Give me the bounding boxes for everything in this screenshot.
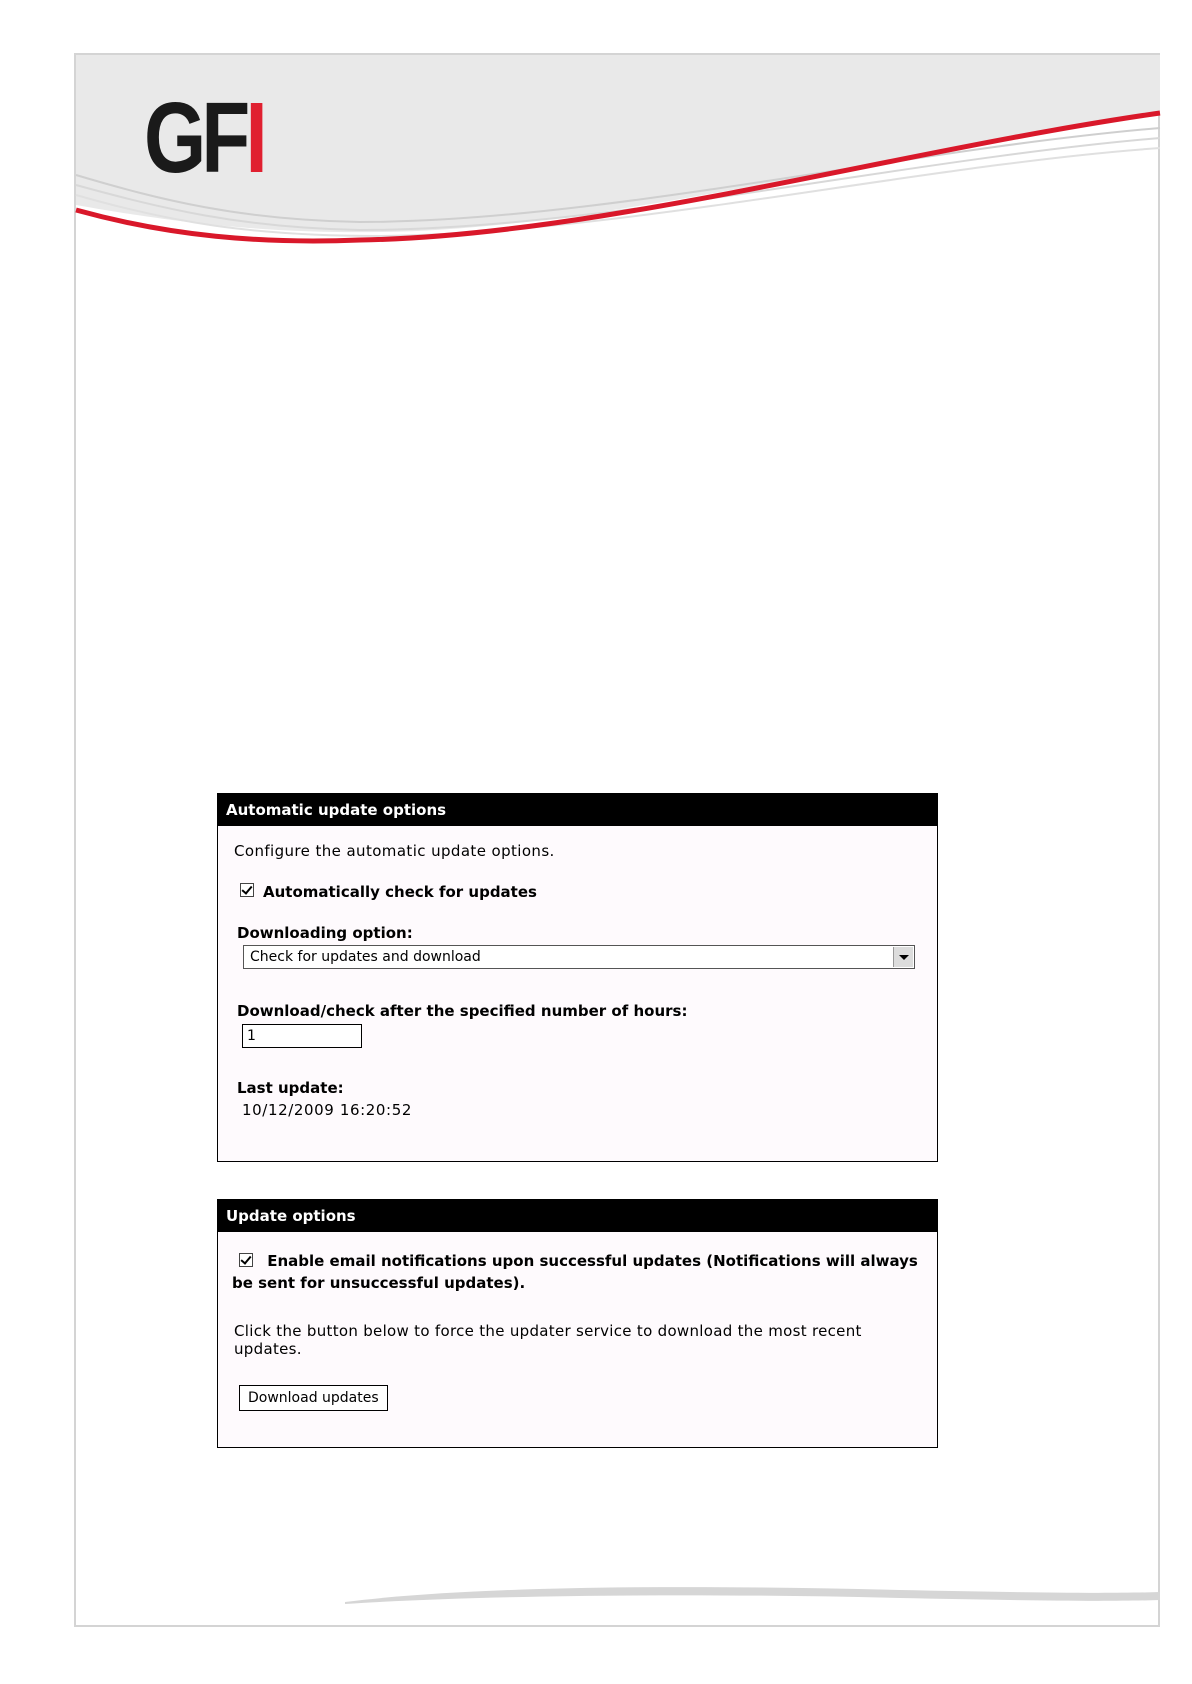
logo-text: GF bbox=[144, 82, 246, 194]
auto-check-checkbox[interactable] bbox=[240, 883, 254, 897]
logo-accent: I bbox=[245, 82, 263, 194]
panel-header: Automatic update options bbox=[218, 794, 937, 826]
downloading-option-label: Downloading option: bbox=[237, 924, 413, 942]
panel-description: Configure the automatic update options. bbox=[234, 842, 555, 860]
dropdown-arrow-icon[interactable] bbox=[893, 947, 913, 967]
force-update-text: Click the button below to force the updater service to download the most recent updates. bbox=[234, 1322, 862, 1358]
interval-label: Download/check after the specified number of hours: bbox=[237, 1002, 688, 1020]
panel-header: Update options bbox=[218, 1200, 937, 1232]
auto-check-row bbox=[240, 883, 537, 901]
email-notification-row bbox=[232, 1250, 924, 1294]
interval-input[interactable]: 1 bbox=[242, 1024, 362, 1048]
update-options-panel bbox=[217, 1199, 938, 1448]
downloading-option-select[interactable] bbox=[243, 945, 915, 969]
auto-check-label: Automatically check for updates bbox=[263, 883, 537, 901]
email-notification-label: Enable email notifications upon successful updates (Notifications will always be sent for unsuccessful updates). bbox=[232, 1252, 918, 1292]
downloading-option-value: Check for updates and download bbox=[250, 949, 481, 965]
automatic-update-panel bbox=[217, 793, 938, 1162]
download-updates-button[interactable]: Download updates bbox=[239, 1385, 388, 1411]
email-notification-checkbox[interactable] bbox=[239, 1253, 253, 1267]
last-update-label: Last update: bbox=[237, 1079, 344, 1097]
last-update-value: 10/12/2009 16:20:52 bbox=[242, 1101, 412, 1119]
